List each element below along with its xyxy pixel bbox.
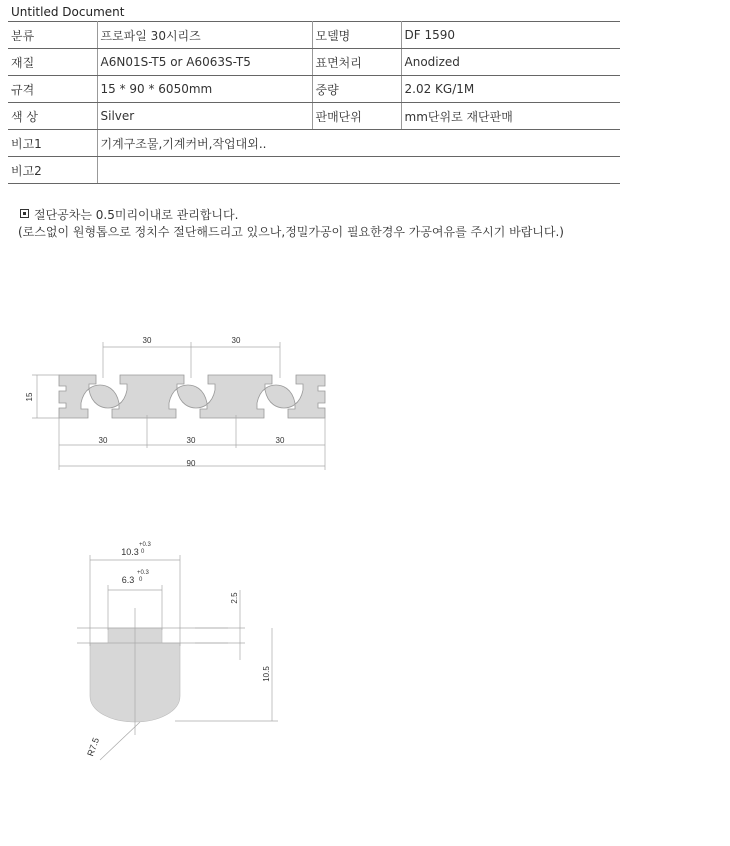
- row-label: 비고1: [8, 130, 97, 157]
- dim-slot-depth: 10.5: [262, 666, 271, 682]
- dim-bottom-2: 30: [186, 436, 196, 445]
- row-value: Silver: [97, 103, 312, 130]
- note-text: 절단공차는 0.5미리이내로 관리합니다.: [34, 208, 239, 222]
- row-value: A6N01S-T5 or A6063S-T5: [97, 49, 312, 76]
- dim-top-2: 30: [231, 336, 241, 345]
- row-value: 기계구조물,기계커버,작업대외..: [97, 130, 620, 157]
- row-label: 분류: [8, 22, 97, 49]
- slot-drawing: [77, 542, 278, 760]
- row-label: 색 상: [8, 103, 97, 130]
- profile-shape: [59, 375, 325, 418]
- row-value: Anodized: [401, 49, 620, 76]
- row-value: 프로파일 30시리즈: [97, 22, 312, 49]
- row-label: 재질: [8, 49, 97, 76]
- dim-bottom-1: 30: [98, 436, 108, 445]
- profile-drawing: [25, 336, 325, 470]
- row-label: 비고2: [8, 157, 97, 184]
- dim-outer-width: 10.3: [121, 547, 139, 557]
- row-label: 모델명: [312, 22, 401, 49]
- row-label: 규격: [8, 76, 97, 103]
- document-title: Untitled Document: [11, 5, 125, 19]
- row-label: 표면처리: [312, 49, 401, 76]
- dim-bottom-3: 30: [275, 436, 285, 445]
- dim-inner-width: 6.3: [121, 575, 135, 585]
- row-value: 2.02 KG/1M: [401, 76, 620, 103]
- note-line: (로스없이 원형톱으로 정치수 절단해드리고 있으나,정밀가공이 필요한경우 가공여유를 주시기 바랍니다.): [18, 225, 564, 239]
- row-value: DF 1590: [401, 22, 620, 49]
- dim-outer-tol-low: 0: [141, 549, 145, 555]
- row-label: 중량: [312, 76, 401, 103]
- row-value: 15 * 90 * 6050mm: [97, 76, 312, 103]
- dim-total: 90: [186, 459, 196, 468]
- dim-top-1: 30: [142, 336, 152, 345]
- row-value: mm단위로 재단판매: [401, 103, 620, 130]
- dim-radius: R7.5: [85, 736, 102, 758]
- dim-height: 15: [25, 392, 34, 402]
- row-label: 판매단위: [312, 103, 401, 130]
- dim-inner-tol-low: 0: [139, 577, 143, 583]
- dim-inner-tol-high: +0.3: [137, 570, 149, 576]
- dim-outer-tol-high: +0.3: [139, 542, 151, 548]
- dim-lip-depth: 2.5: [230, 592, 239, 604]
